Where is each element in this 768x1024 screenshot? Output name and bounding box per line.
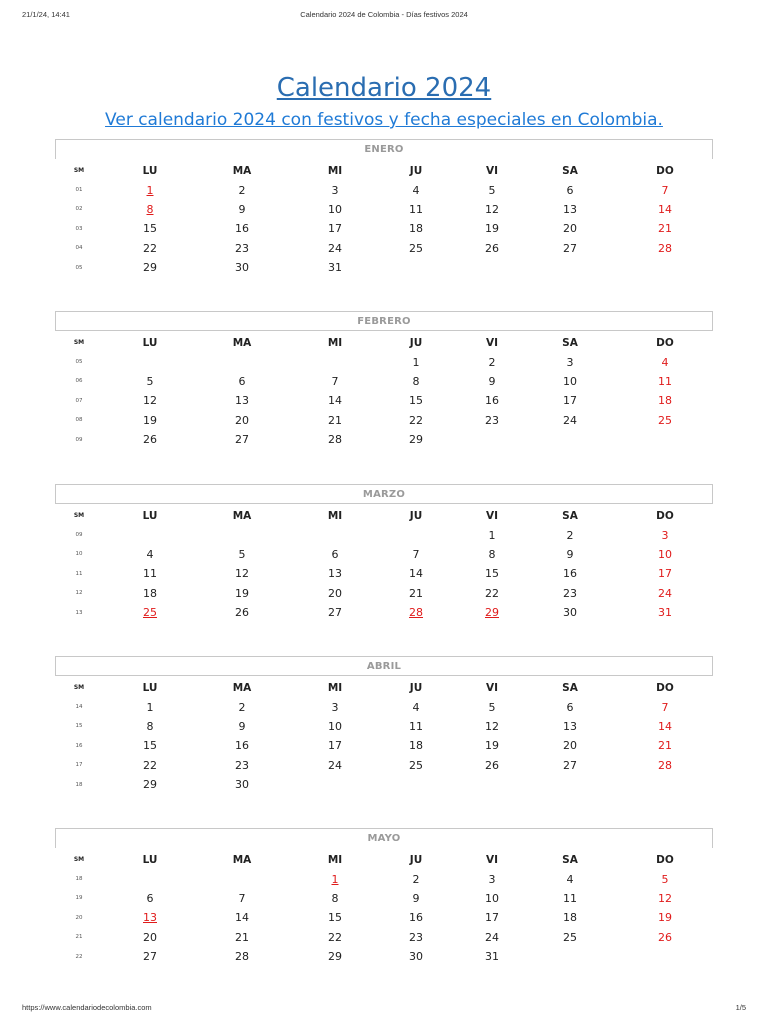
day-cell-fri: 26 — [485, 241, 499, 255]
day-cell-tue: 9 — [238, 202, 246, 216]
day-cell-tue: 14 — [235, 911, 249, 925]
week-number: 20 — [75, 914, 83, 921]
day-cell-wed: 21 — [328, 413, 342, 427]
week-number-header: SM — [73, 684, 85, 692]
day-cell-mon: 1 — [146, 700, 154, 714]
day-cell-sat: 30 — [563, 606, 577, 620]
day-cell-sun: 25 — [658, 413, 672, 427]
holiday-day-link[interactable]: 29 — [485, 606, 499, 620]
weekday-header: JU — [409, 336, 423, 349]
weekday-header: DO — [656, 164, 674, 177]
weekday-header: DO — [656, 853, 674, 866]
week-row — [49, 258, 719, 277]
empty-day-cell — [109, 352, 191, 371]
day-cell-thu: 18 — [409, 222, 423, 236]
weekday-header: SA — [562, 681, 578, 694]
day-cell-sun: 18 — [658, 394, 672, 408]
week-row — [49, 391, 719, 410]
holiday-day-link[interactable]: 28 — [409, 606, 423, 620]
weekday-header: LU — [142, 681, 158, 694]
week-row — [49, 775, 719, 794]
print-footer — [22, 1003, 746, 1015]
holiday-day-link[interactable]: 13 — [143, 911, 157, 925]
week-number-header: SM — [73, 856, 85, 864]
day-cell-wed: 22 — [328, 930, 342, 944]
empty-day-cell — [529, 947, 611, 966]
week-number: 21 — [75, 934, 83, 941]
day-cell-thu: 9 — [412, 891, 420, 905]
week-row — [49, 200, 719, 219]
day-cell-sun: 11 — [658, 374, 672, 388]
weekday-header: DO — [656, 336, 674, 349]
empty-day-cell — [109, 869, 191, 888]
day-cell-sun: 5 — [661, 872, 669, 886]
holiday-day-link[interactable]: 1 — [146, 183, 154, 197]
day-cell-tue: 20 — [235, 413, 249, 427]
week-number: 03 — [75, 225, 83, 232]
day-cell-sun: 28 — [658, 241, 672, 255]
week-row — [49, 697, 719, 716]
day-cell-tue: 30 — [235, 778, 249, 792]
day-cell-fri: 23 — [485, 413, 499, 427]
empty-day-cell — [109, 525, 191, 544]
weekday-header: SA — [562, 336, 578, 349]
empty-day-cell — [455, 775, 529, 794]
print-header — [22, 10, 746, 22]
month-march — [55, 484, 713, 620]
day-cell-sun: 24 — [658, 586, 672, 600]
week-number: 18 — [75, 876, 83, 883]
empty-day-cell — [377, 775, 455, 794]
week-row — [49, 219, 719, 238]
week-row — [49, 736, 719, 755]
day-cell-wed: 24 — [328, 241, 342, 255]
day-cell-wed: 8 — [331, 891, 339, 905]
weekday-header: DO — [656, 509, 674, 522]
weekday-header: MA — [232, 336, 252, 349]
week-row — [49, 928, 719, 947]
calendar-grid — [49, 506, 719, 622]
day-cell-wed: 7 — [331, 374, 339, 388]
empty-day-cell — [529, 258, 611, 277]
day-cell-fri: 16 — [485, 394, 499, 408]
day-cell-tue: 16 — [235, 222, 249, 236]
week-number-header: SM — [73, 167, 85, 175]
holiday-day-link[interactable]: 8 — [146, 202, 154, 216]
week-number: 19 — [75, 895, 83, 902]
weekday-header: SA — [562, 164, 578, 177]
week-number: 02 — [75, 206, 83, 213]
day-cell-wed: 14 — [328, 394, 342, 408]
day-cell-wed: 28 — [328, 433, 342, 447]
day-cell-mon: 15 — [143, 739, 157, 753]
day-cell-mon: 22 — [143, 758, 157, 772]
weekday-header: VI — [485, 509, 499, 522]
day-cell-mon: 29 — [143, 778, 157, 792]
week-row — [49, 947, 719, 966]
day-cell-tue: 19 — [235, 586, 249, 600]
day-cell-fri: 19 — [485, 739, 499, 753]
weekday-header-row — [49, 678, 719, 697]
day-cell-thu: 16 — [409, 911, 423, 925]
day-cell-sun: 7 — [661, 700, 669, 714]
day-cell-fri: 1 — [488, 528, 496, 542]
month-february — [55, 311, 713, 447]
day-cell-thu: 1 — [412, 355, 420, 369]
weekday-header: JU — [409, 681, 423, 694]
weekday-header-row — [49, 333, 719, 352]
day-cell-sat: 3 — [566, 355, 574, 369]
day-cell-tue: 2 — [238, 700, 246, 714]
week-number: 15 — [75, 723, 83, 730]
week-row — [49, 889, 719, 908]
week-number: 13 — [75, 609, 83, 616]
weekday-header: LU — [142, 509, 158, 522]
day-cell-sat: 20 — [563, 222, 577, 236]
day-cell-tue: 13 — [235, 394, 249, 408]
day-cell-sun: 3 — [661, 528, 669, 542]
day-cell-sat: 17 — [563, 394, 577, 408]
day-cell-tue: 9 — [238, 719, 246, 733]
day-cell-sat: 13 — [563, 719, 577, 733]
weekday-header: VI — [485, 164, 499, 177]
weekday-header: JU — [409, 853, 423, 866]
week-number: 06 — [75, 378, 83, 385]
day-cell-wed: 13 — [328, 567, 342, 581]
empty-day-cell — [191, 869, 293, 888]
weekday-header: SA — [562, 509, 578, 522]
day-cell-tue: 16 — [235, 739, 249, 753]
day-cell-sun: 12 — [658, 891, 672, 905]
weekday-header: JU — [409, 509, 423, 522]
day-cell-thu: 25 — [409, 758, 423, 772]
day-cell-sat: 9 — [566, 547, 574, 561]
weekday-header-row — [49, 506, 719, 525]
empty-day-cell — [455, 430, 529, 449]
day-cell-fri: 3 — [488, 872, 496, 886]
day-cell-sun: 21 — [658, 739, 672, 753]
week-number: 14 — [75, 704, 83, 711]
day-cell-fri: 5 — [488, 700, 496, 714]
day-cell-thu: 7 — [412, 547, 420, 561]
week-number: 11 — [75, 570, 83, 577]
empty-day-cell — [293, 775, 377, 794]
day-cell-sat: 24 — [563, 413, 577, 427]
day-cell-fri: 17 — [485, 911, 499, 925]
week-number-header: SM — [73, 512, 85, 520]
weekday-header: MI — [327, 853, 343, 866]
day-cell-thu: 23 — [409, 930, 423, 944]
day-cell-tue: 23 — [235, 758, 249, 772]
weekday-header: MA — [232, 164, 252, 177]
week-row — [49, 525, 719, 544]
weekday-header: MI — [327, 509, 343, 522]
day-cell-wed: 29 — [328, 950, 342, 964]
day-cell-mon: 12 — [143, 394, 157, 408]
day-cell-wed: 10 — [328, 202, 342, 216]
week-row — [49, 239, 719, 258]
day-cell-mon: 27 — [143, 950, 157, 964]
weekday-header: DO — [656, 681, 674, 694]
print-date: 21/1/24, 14:41 — [22, 10, 70, 19]
month-name: MARZO — [55, 484, 713, 504]
week-row — [49, 372, 719, 391]
week-row — [49, 352, 719, 371]
day-cell-sun: 4 — [661, 355, 669, 369]
empty-day-cell — [377, 525, 455, 544]
day-cell-fri: 15 — [485, 567, 499, 581]
week-row — [49, 430, 719, 449]
day-cell-tue: 5 — [238, 547, 246, 561]
weekday-header: VI — [485, 853, 499, 866]
day-cell-sat: 18 — [563, 911, 577, 925]
day-cell-tue: 6 — [238, 374, 246, 388]
empty-day-cell — [455, 258, 529, 277]
day-cell-wed: 24 — [328, 758, 342, 772]
empty-day-cell — [293, 525, 377, 544]
week-number: 22 — [75, 953, 83, 960]
day-cell-thu: 15 — [409, 394, 423, 408]
week-row — [49, 564, 719, 583]
day-cell-tue: 23 — [235, 241, 249, 255]
empty-day-cell — [293, 352, 377, 371]
holiday-day-link[interactable]: 1 — [331, 872, 339, 886]
day-cell-mon: 4 — [146, 547, 154, 561]
weekday-header: MI — [327, 164, 343, 177]
week-number: 16 — [75, 742, 83, 749]
day-cell-fri: 12 — [485, 719, 499, 733]
weekday-header: LU — [142, 853, 158, 866]
day-cell-thu: 2 — [412, 872, 420, 886]
month-name: ENERO — [55, 139, 713, 159]
day-cell-thu: 25 — [409, 241, 423, 255]
week-row — [49, 411, 719, 430]
day-cell-mon: 22 — [143, 241, 157, 255]
day-cell-sat: 11 — [563, 891, 577, 905]
empty-day-cell — [191, 352, 293, 371]
day-cell-fri: 2 — [488, 355, 496, 369]
week-number: 04 — [75, 245, 83, 252]
day-cell-sat: 27 — [563, 241, 577, 255]
week-number: 05 — [75, 264, 83, 271]
day-cell-mon: 29 — [143, 261, 157, 275]
day-cell-mon: 15 — [143, 222, 157, 236]
weekday-header: LU — [142, 336, 158, 349]
day-cell-thu: 30 — [409, 950, 423, 964]
day-cell-tue: 30 — [235, 261, 249, 275]
weekday-header-row — [49, 850, 719, 869]
day-cell-tue: 21 — [235, 930, 249, 944]
day-cell-sun: 31 — [658, 606, 672, 620]
week-number: 18 — [75, 781, 83, 788]
week-number: 08 — [75, 417, 83, 424]
calendar-grid — [49, 850, 719, 966]
week-number: 10 — [75, 551, 83, 558]
week-row — [49, 869, 719, 888]
day-cell-sun: 10 — [658, 547, 672, 561]
day-cell-sat: 6 — [566, 183, 574, 197]
day-cell-sat: 16 — [563, 567, 577, 581]
month-january — [55, 139, 713, 275]
weekday-header: MI — [327, 681, 343, 694]
day-cell-sat: 25 — [563, 930, 577, 944]
day-cell-sat: 23 — [563, 586, 577, 600]
day-cell-wed: 15 — [328, 911, 342, 925]
day-cell-fri: 8 — [488, 547, 496, 561]
day-cell-mon: 8 — [146, 719, 154, 733]
day-cell-mon: 19 — [143, 413, 157, 427]
calendar-grid — [49, 161, 719, 277]
week-number: 07 — [75, 397, 83, 404]
day-cell-thu: 29 — [409, 433, 423, 447]
day-cell-wed: 20 — [328, 586, 342, 600]
empty-day-cell — [611, 258, 719, 277]
day-cell-fri: 9 — [488, 374, 496, 388]
week-row — [49, 756, 719, 775]
day-cell-mon: 5 — [146, 374, 154, 388]
month-name: FEBRERO — [55, 311, 713, 331]
weekday-header: VI — [485, 336, 499, 349]
day-cell-sun: 19 — [658, 911, 672, 925]
day-cell-sun: 26 — [658, 930, 672, 944]
day-cell-mon: 18 — [143, 586, 157, 600]
week-number: 17 — [75, 762, 83, 769]
day-cell-fri: 26 — [485, 758, 499, 772]
weekday-header: MA — [232, 509, 252, 522]
day-cell-fri: 19 — [485, 222, 499, 236]
day-cell-sun: 21 — [658, 222, 672, 236]
day-cell-thu: 4 — [412, 183, 420, 197]
empty-day-cell — [191, 525, 293, 544]
day-cell-sat: 6 — [566, 700, 574, 714]
weekday-header: VI — [485, 681, 499, 694]
day-cell-wed: 3 — [331, 183, 339, 197]
weekday-header: JU — [409, 164, 423, 177]
day-cell-tue: 28 — [235, 950, 249, 964]
week-row — [49, 603, 719, 622]
week-row — [49, 545, 719, 564]
day-cell-thu: 11 — [409, 202, 423, 216]
day-cell-sat: 2 — [566, 528, 574, 542]
weekday-header: MA — [232, 681, 252, 694]
day-cell-wed: 17 — [328, 222, 342, 236]
day-cell-sun: 17 — [658, 567, 672, 581]
day-cell-sun: 14 — [658, 202, 672, 216]
empty-day-cell — [377, 258, 455, 277]
week-number: 09 — [75, 436, 83, 443]
day-cell-fri: 5 — [488, 183, 496, 197]
print-page-number: 1/5 — [735, 1003, 746, 1012]
month-april — [55, 656, 713, 792]
day-cell-thu: 21 — [409, 586, 423, 600]
day-cell-mon: 20 — [143, 930, 157, 944]
week-number: 01 — [75, 187, 83, 194]
day-cell-tue: 7 — [238, 891, 246, 905]
day-cell-tue: 27 — [235, 433, 249, 447]
day-cell-wed: 17 — [328, 739, 342, 753]
day-cell-mon: 11 — [143, 567, 157, 581]
week-row — [49, 584, 719, 603]
day-cell-tue: 12 — [235, 567, 249, 581]
day-cell-wed: 31 — [328, 261, 342, 275]
day-cell-sat: 20 — [563, 739, 577, 753]
empty-day-cell — [529, 430, 611, 449]
weekday-header: MI — [327, 336, 343, 349]
week-row — [49, 180, 719, 199]
day-cell-thu: 14 — [409, 567, 423, 581]
day-cell-thu: 22 — [409, 413, 423, 427]
day-cell-mon: 6 — [146, 891, 154, 905]
day-cell-fri: 10 — [485, 891, 499, 905]
day-cell-sun: 7 — [661, 183, 669, 197]
month-may — [55, 828, 713, 964]
week-number: 12 — [75, 590, 83, 597]
day-cell-thu: 18 — [409, 739, 423, 753]
day-cell-tue: 26 — [235, 606, 249, 620]
day-cell-wed: 27 — [328, 606, 342, 620]
empty-day-cell — [529, 775, 611, 794]
day-cell-sun: 14 — [658, 719, 672, 733]
page-title[interactable]: Calendario 2024 — [276, 73, 492, 103]
day-cell-sun: 28 — [658, 758, 672, 772]
print-page-title: Calendario 2024 de Colombia - Días festivos 2024 — [300, 10, 468, 19]
day-cell-fri: 24 — [485, 930, 499, 944]
week-number-header: SM — [73, 339, 85, 347]
month-name: ABRIL — [55, 656, 713, 676]
day-cell-fri: 31 — [485, 950, 499, 964]
day-cell-sat: 10 — [563, 374, 577, 388]
week-number: 05 — [75, 359, 83, 366]
day-cell-thu: 8 — [412, 374, 420, 388]
calendar-grid — [49, 333, 719, 449]
day-cell-sat: 27 — [563, 758, 577, 772]
day-cell-wed: 3 — [331, 700, 339, 714]
empty-day-cell — [611, 947, 719, 966]
day-cell-sat: 4 — [566, 872, 574, 886]
day-cell-wed: 6 — [331, 547, 339, 561]
print-url: https://www.calendariodecolombia.com — [22, 1003, 152, 1012]
holiday-day-link[interactable]: 25 — [143, 606, 157, 620]
week-row — [49, 908, 719, 927]
day-cell-sat: 13 — [563, 202, 577, 216]
calendar-grid — [49, 678, 719, 794]
day-cell-wed: 10 — [328, 719, 342, 733]
weekday-header-row — [49, 161, 719, 180]
day-cell-thu: 11 — [409, 719, 423, 733]
day-cell-thu: 4 — [412, 700, 420, 714]
weekday-header: MA — [232, 853, 252, 866]
day-cell-fri: 12 — [485, 202, 499, 216]
week-number: 09 — [75, 532, 83, 539]
day-cell-tue: 2 — [238, 183, 246, 197]
week-row — [49, 717, 719, 736]
weekday-header: LU — [142, 164, 158, 177]
empty-day-cell — [611, 775, 719, 794]
weekday-header: SA — [562, 853, 578, 866]
month-name: MAYO — [55, 828, 713, 848]
day-cell-mon: 26 — [143, 433, 157, 447]
day-cell-fri: 22 — [485, 586, 499, 600]
calendar-link[interactable]: Ver calendario 2024 con festivos y fecha especiales en Colombia. — [105, 110, 663, 130]
empty-day-cell — [611, 430, 719, 449]
